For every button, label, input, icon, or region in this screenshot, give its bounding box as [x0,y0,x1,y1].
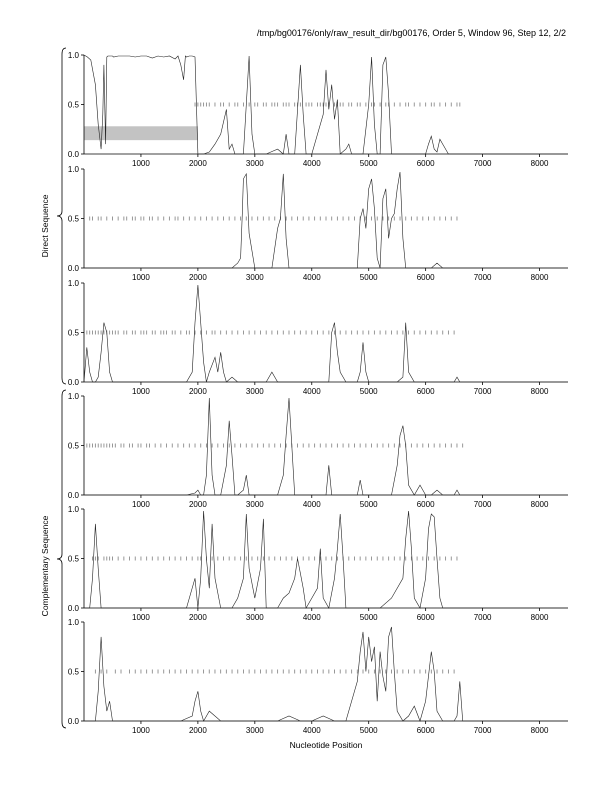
series-line-complementary-frame-3 [84,627,568,721]
x-tick-label: 4000 [302,159,321,168]
y-tick-label: 1.0 [67,618,79,627]
x-axis-label: Nucleotide Position [289,740,363,750]
x-tick-label: 7000 [473,613,492,622]
y-tick-label: 0.0 [67,604,79,613]
x-tick-label: 7000 [473,726,492,735]
panel-complementary-frame-1 [68,392,568,509]
x-tick-label: 3000 [245,726,264,735]
y-tick-label: 0.5 [67,667,79,677]
x-tick-label: 6000 [416,159,435,168]
x-tick-label: 1000 [132,613,150,622]
x-tick-label: 8000 [530,726,549,735]
y-tick-label: 1.0 [67,392,79,401]
x-tick-label: 5000 [359,726,378,735]
x-tick-label: 8000 [530,387,549,396]
direct-sequence-brace [57,48,66,384]
y-tick-label: 0.5 [67,554,79,564]
y-tick-label: 1.0 [67,51,79,60]
complementary-sequence-brace [57,390,66,728]
x-tick-label: 7000 [473,159,492,168]
panel-direct-frame-3 [68,279,568,396]
y-tick-label: 0.0 [67,150,79,159]
y-tick-label: 1.0 [67,165,79,174]
x-tick-label: 3000 [245,500,264,509]
x-tick-label: 1000 [132,159,150,168]
x-tick-label: 6000 [416,500,435,509]
x-tick-label: 3000 [245,387,264,396]
panel-complementary-frame-3 [68,618,568,735]
x-tick-label: 6000 [416,613,435,622]
x-tick-label: 3000 [245,613,264,622]
x-tick-label: 6000 [416,726,435,735]
x-tick-label: 4000 [302,500,321,509]
x-tick-label: 2000 [188,613,207,622]
y-tick-label: 0.0 [67,717,79,726]
x-tick-label: 5000 [359,613,378,622]
y-tick-label: 0.5 [67,328,79,338]
panel-direct-frame-2 [68,165,568,282]
figure-title: /tmp/bg00176/only/raw_result_dir/bg00176, Order 5, Window 96, Step 12, 2/2 [256,28,566,38]
y-tick-label: 1.0 [67,279,79,288]
x-tick-label: 7000 [473,273,492,282]
y-tick-label: 0.0 [67,264,79,273]
x-tick-label: 3000 [245,159,264,168]
y-tick-label: 0.5 [67,100,79,110]
y-tick-label: 0.0 [67,378,79,387]
x-tick-label: 7000 [473,500,492,509]
panel-direct-frame-1 [68,51,568,168]
x-tick-label: 2000 [188,273,207,282]
plot-panels [68,51,568,735]
x-tick-label: 5000 [359,159,378,168]
x-tick-label: 2000 [188,726,207,735]
panel-complementary-frame-2 [68,505,568,622]
x-tick-label: 8000 [530,159,549,168]
x-tick-label: 2000 [188,387,207,396]
x-tick-label: 1000 [132,726,150,735]
y-tick-label: 0.0 [67,491,79,500]
complementary-sequence-label: Complementary Sequence [40,515,50,617]
x-tick-label: 4000 [302,387,321,396]
y-tick-label: 0.5 [67,214,79,224]
x-tick-label: 4000 [302,273,321,282]
x-tick-label: 2000 [188,159,207,168]
series-line-direct-frame-3 [84,285,568,382]
x-tick-label: 2000 [188,500,207,509]
x-tick-label: 4000 [302,613,321,622]
x-tick-label: 5000 [359,500,378,509]
x-tick-label: 1000 [132,387,150,396]
x-tick-label: 3000 [245,273,264,282]
x-tick-label: 1000 [132,273,150,282]
y-tick-label: 0.5 [67,441,79,451]
direct-sequence-label: Direct Sequence [40,194,50,258]
y-tick-label: 1.0 [67,505,79,514]
x-tick-label: 8000 [530,500,549,509]
x-tick-label: 8000 [530,613,549,622]
highlight-bar [84,126,198,140]
x-tick-label: 4000 [302,726,321,735]
x-tick-label: 1000 [132,500,150,509]
x-tick-label: 7000 [473,387,492,396]
x-tick-label: 8000 [530,273,549,282]
x-tick-label: 5000 [359,387,378,396]
x-tick-label: 6000 [416,387,435,396]
group-braces [57,48,66,728]
x-tick-label: 5000 [359,273,378,282]
x-tick-label: 6000 [416,273,435,282]
